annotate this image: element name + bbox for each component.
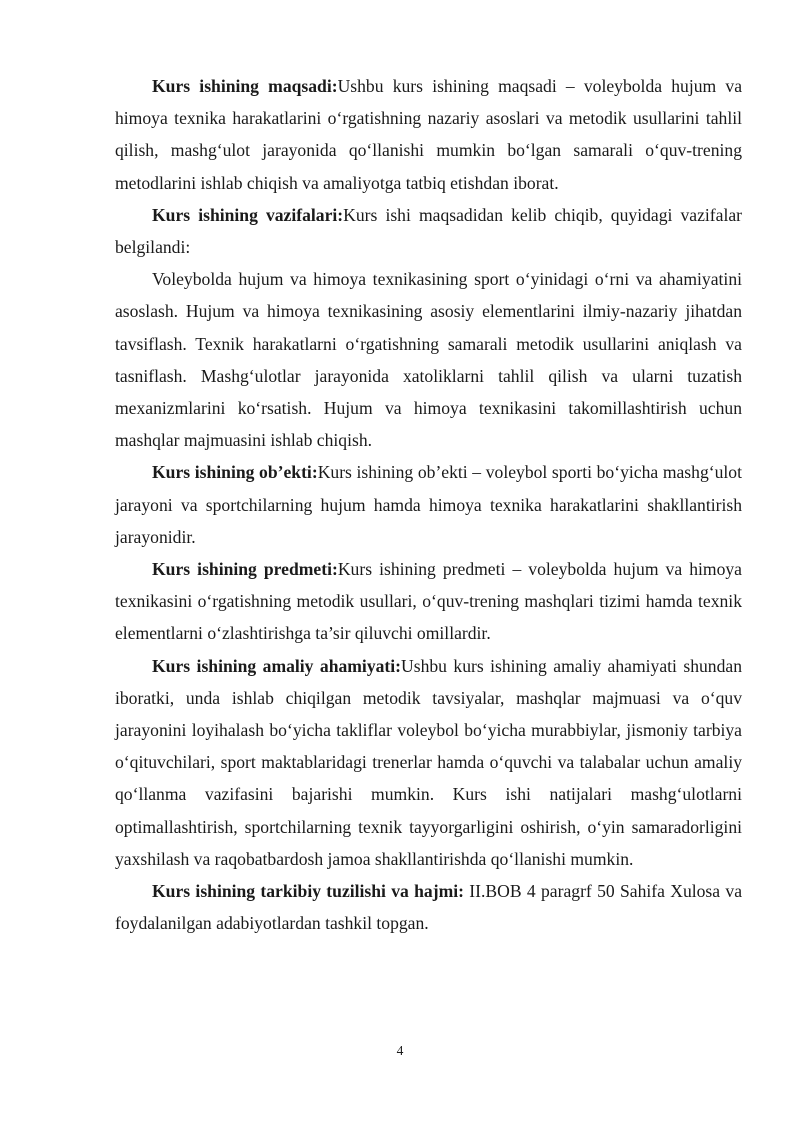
paragraph-heading: Kurs ishining amaliy ahamiyati: [152, 655, 402, 676]
paragraph-text: II.BOB 4 paragrf 50 Sahifa Xulosa va foydalanilgan adabiyotlardan tashkil topgan. [115, 881, 742, 934]
paragraph-heading: Kurs ishining vazifalari: [152, 204, 344, 225]
paragraph-text: Kurs ishi maqsadidan kelib chiqib, quyidagi vazifalar belgilandi: [115, 204, 742, 258]
paragraph-text: Kurs ishining predmeti – voleybolda hujum va himoya texnikasini oʻrgatishning metodik usullari, oʻquv-trening mashqlari tizimi hamda texnik elementlarni oʻzlashtirishga ta’sir qiluvchi omillardir. [115, 559, 742, 644]
paragraph-text: Ushbu kurs ishining amaliy ahamiyati shundan iboratki, unda ishlab chiqilgan metodik tavsiyalar, mashqlar majmuasi va oʻquv jarayonini loyihalash boʻyicha takliflar voleybol boʻyicha murabbiylar, jismoniy tarbiya oʻqituvchilari, sport maktablaridagi trenerlar hamda oʻquvchi va talabalar uchun amaliy qoʻllanma vazifasini bajarishi mumkin. Kurs ishi natijalari mashgʻulotlarni optimallashtirish, sportchilarning texnik tayyorgarligini oshirish, oʻyin samaradorligini yaxshilash va raqobatbardosh jamoa shakllantirishda qoʻllanishi mumkin. [115, 655, 742, 869]
paragraph-tasks [115, 199, 742, 263]
paragraph-object [115, 456, 742, 553]
paragraph-goal [115, 70, 742, 199]
paragraph-structure [115, 875, 742, 939]
paragraph-heading: Kurs ishining ob’ekti: [152, 462, 318, 483]
paragraph-text: Voleybolda hujum va himoya texnikasining sport oʻyinidagi oʻrni va ahamiyatini asoslash. Hujum va himoya texnikasining asosiy elementlarini ilmiy-nazariy jihatdan tavsiflash. Texnik harakatlarni oʻrgatishning samarali metodik usullarini aniqlash va tasniflash. Mashgʻulotlar jarayonida xatoliklarni tahlil qilish va ularni tuzatish mexanizmlarini koʻrsatish. Hujum va himoya texnikasini takomillashtirish uchun mashqlar majmuasini ishlab chiqish. [115, 269, 742, 451]
page-number: 4 [396, 1043, 404, 1058]
paragraph-subject [115, 553, 742, 650]
paragraph-text: Kurs ishining ob’ekti – voleybol sporti boʻyicha mashgʻulot jarayoni va sportchilarning hujum hamda himoya texnika harakatlarini shakllantirish jarayonidir. [115, 462, 742, 547]
paragraph-heading: Kurs ishining tarkibiy tuzilishi va hajmi: [152, 881, 464, 902]
paragraph-tasks-list [115, 263, 742, 456]
paragraph-heading: Kurs ishining maqsadi: [152, 76, 338, 96]
document-page [115, 70, 742, 939]
paragraph-practical-significance [115, 650, 742, 875]
paragraph-heading: Kurs ishining predmeti: [152, 559, 338, 580]
paragraph-text: Ushbu kurs ishining maqsadi – voleybolda hujum va himoya texnika harakatlarini oʻrgatishning nazariy asoslari va metodik usullarini tahlil qilish, mashgʻulot jarayonida qoʻllanishi mumkin boʻlgan samarali oʻquv-trening metodlarini ishlab chiqish va amaliyotga tatbiq etishdan iborat. [115, 76, 742, 193]
